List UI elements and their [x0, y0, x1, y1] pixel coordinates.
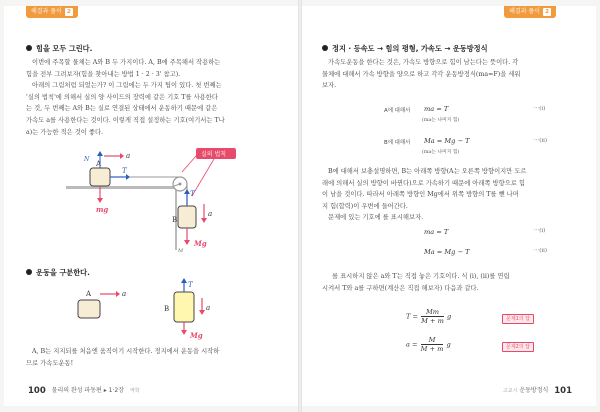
- tab-marker: 2: [65, 8, 73, 16]
- answer-tension: T = $\frac{Mm}{M + m}$ g: [406, 308, 452, 325]
- eq-a-tag: ···(ⅰ): [534, 106, 546, 112]
- weight-Mg-head: [184, 240, 190, 245]
- left-page: [4, 6, 298, 406]
- svg-text:a: a: [122, 290, 127, 298]
- svg-text:Mg: Mg: [190, 331, 203, 340]
- left-paragraph-2: A, B는 지지되를 처음엔 움직이기 시작한다. 정지에서 운동을 시작하 므로 가속도운동!: [26, 348, 220, 367]
- eq-b-note: (ma는 나머지 힘): [422, 150, 460, 155]
- block-a-alone: [78, 300, 100, 318]
- right-chapter-title: 운동방정식: [519, 387, 549, 394]
- eq-b-label: B에 대해서: [384, 140, 411, 146]
- svg-text:B: B: [164, 305, 170, 313]
- block-a: [90, 168, 110, 186]
- eq-a-marked: ma = T: [424, 228, 449, 236]
- svg-text:T: T: [122, 167, 127, 175]
- weight-mg-head: [97, 198, 103, 203]
- eq-a: ma = T: [424, 105, 449, 113]
- eq-b-marked-tag: ···(ⅱ): [534, 248, 548, 254]
- right-paragraph-2: B에 대해서 보충설명하면, B는 아래쪽 방향(A는 오른쪽 방향이지만 도르 래에 의해서 실의 방향이 바뀐다)으로 가속하기 때문에 아래쪽 방향으로 힘 이 남을 것이다. 따라서 아래쪽 방향인 Mg에서 위쪽 방향의 T를 뺀 나머 지 힘(합력)이 우변에 들어간다. 문제에 있는 기호에 를 표시해보자.: [322, 168, 527, 222]
- eq-b-marked: Ma = Mg − T: [424, 248, 470, 256]
- svg-text:T: T: [188, 281, 193, 289]
- svg-text:a: a: [126, 152, 131, 160]
- eq-a-note: (ma는 나머지 힘): [422, 118, 460, 123]
- answer-2-badge: 문제2의 답: [502, 342, 534, 352]
- svg-text:T: T: [190, 190, 195, 198]
- right-page: [302, 6, 596, 406]
- svg-text:N: N: [84, 156, 90, 163]
- bullet-icon: [322, 45, 328, 51]
- right-paragraph-1: 가속도운동을 한다는 것은, 가속도 방향으로 힘이 남는다는 뜻이다. 각 물체에 대해서 가속 방향을 양으로 하고 각각 운동방정식(ma=F)을 세워 보자.: [322, 59, 521, 90]
- eq-a-marked-tag: ···(ⅰ): [534, 228, 546, 234]
- motion-diagram: [64, 278, 234, 340]
- accel-b-head: [201, 218, 207, 223]
- badge-pointer-2: [192, 159, 214, 196]
- eq-b: Ma = Mg − T: [424, 137, 470, 145]
- svg-text:Mg: Mg: [194, 239, 207, 248]
- svg-text:a: a: [208, 210, 213, 218]
- block-b: [178, 206, 196, 228]
- left-footer: [24, 385, 140, 396]
- right-section-1-heading: 정지 · 등속도 → 힘의 평형, 가속도 → 운동방정식: [322, 44, 488, 54]
- svg-text:a: a: [206, 304, 211, 312]
- right-page-number: 101: [554, 386, 572, 396]
- answer-1-badge: 문제1의 답: [502, 314, 534, 324]
- block-a-label: A: [96, 160, 102, 168]
- svg-text:M: M: [178, 248, 184, 254]
- badge-pointer-1: [182, 156, 196, 172]
- accel-b-head-2: [199, 310, 205, 315]
- right-paragraph-3: 를 표시하지 않은 a와 T는 직접 놓은 기호이다. 식 (ⅰ), (ⅱ)를 연립 시켜서 T와 a를 구하면(계산은 직접 해보자) 다음과 같다.: [322, 273, 510, 292]
- tab-marker: 2: [543, 8, 551, 16]
- bullet-icon: [26, 269, 32, 275]
- right-footer-sub: 고교시: [502, 388, 518, 394]
- weight-Mg-head-2: [181, 330, 187, 335]
- left-tab: 해결과 풀이 2: [26, 6, 78, 18]
- answer-acceleration: a = $\frac{M}{M + m}$ g: [406, 336, 451, 353]
- left-section-1-heading: 힘을 모두 그린다.: [26, 44, 92, 54]
- table-surface: [66, 186, 176, 189]
- right-footer: [499, 385, 576, 396]
- svg-text:실의 법칙: 실의 법칙: [201, 151, 227, 158]
- block-b-alone: [174, 292, 194, 322]
- block-b-label: B: [172, 216, 178, 224]
- pulley-diagram: [64, 146, 244, 254]
- normal-force-head: [97, 151, 103, 156]
- left-page-number: 100: [28, 386, 46, 396]
- left-paragraph-1: 이번에 주목할 물체는 A와 B 두 가지이다. A, B에 주목해서 작용하는 힘을 전부 그려보자(힘을 찾아내는 방법 1 · 2 · 3' 참고). 아래의 그림처럼 되었는가? 이 그림에는 두 가지 팁이 있다. 첫 번째는 '실의 법칙'에 의해서 실의 양 사이드의 장력에 같은 기호 T를 사용한다 는 것, 두 번째는 A와 B는 실로 연결된 상태에서 운동하기 때문에 같은 가속도 a를 사용한다는 것이다. 이렇게 직접 설정하는 기호(여기서는 T나 a)는 가능한 적은 것이 좋다.: [26, 59, 225, 136]
- right-tab: 해결과 풀이 2: [504, 6, 556, 18]
- bullet-icon: [26, 45, 32, 51]
- accel-a-head-2: [116, 291, 120, 297]
- accel-a-head: [120, 153, 124, 159]
- tension-b-head-2: [181, 278, 187, 283]
- svg-text:A: A: [86, 290, 92, 298]
- eq-b-tag: ···(ⅱ): [534, 138, 548, 144]
- left-footer-sub: 역학: [129, 388, 140, 394]
- left-book-title: 물리의 완성 파동편 ▸ 1·2장: [51, 387, 125, 394]
- eq-a-label: A에 대해서: [384, 108, 411, 114]
- svg-text:mg: mg: [96, 205, 109, 214]
- left-section-2-heading: 운동을 구분한다.: [26, 268, 90, 278]
